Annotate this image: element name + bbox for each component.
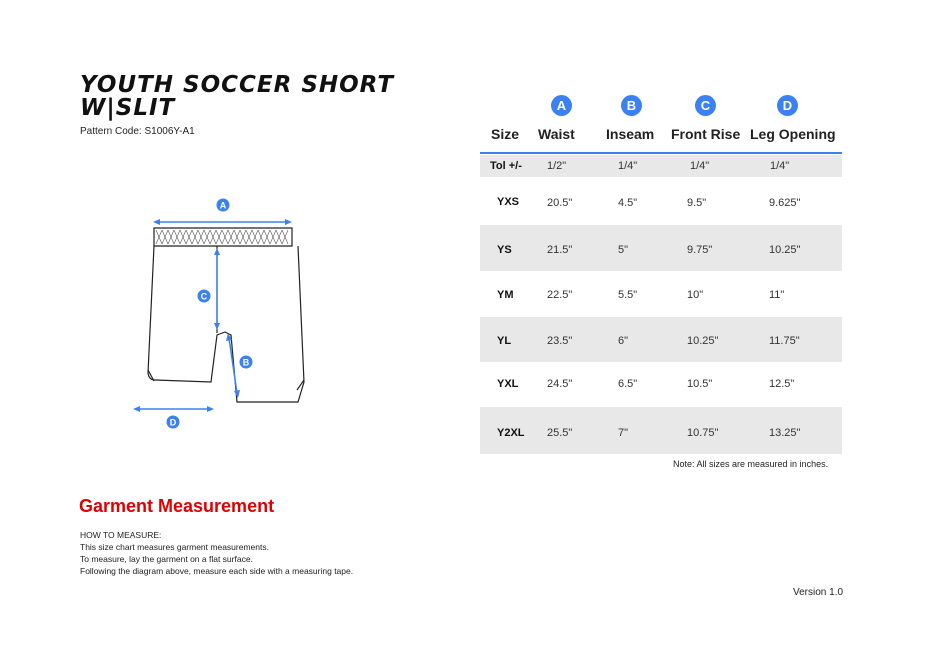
tolerance-front-rise: 1/4" [690,160,710,172]
document-title: YOUTH SOCCER SHORT W|SLIT [80,72,395,121]
front-rise-value: 10.5" [687,378,713,390]
size-label: YS [497,244,512,256]
leg-opening-value: 10.25" [769,244,801,256]
waist-value: 23.5" [547,335,573,347]
label-c: C [200,291,208,302]
waist-value: 22.5" [547,289,573,301]
badge-b: B [621,95,642,116]
size-label: YXL [497,378,519,390]
inseam-value: 5" [618,244,629,256]
measure-leg-opening-arrow [133,406,214,412]
table-header [480,126,842,146]
measure-inseam-arrow [226,333,240,398]
label-b: B [242,357,250,368]
leg-opening-value: 12.5" [769,378,795,390]
table-row [480,407,842,454]
measure-instructions [80,529,353,577]
inseam-value: 5.5" [618,289,638,301]
leg-opening-value: 11" [769,289,785,301]
waist-value: 21.5" [547,244,573,256]
header-front-rise: Front Rise [671,126,741,142]
leg-opening-value: 11.75" [769,335,800,347]
front-rise-value: 10" [687,289,704,301]
measure-front-rise-arrow [214,248,220,330]
badge-d: D [777,95,798,116]
table-row [480,317,842,362]
waist-value: 25.5" [547,427,573,439]
label-a: A [219,200,227,211]
pattern-code: Pattern Code: S1006Y-A1 [80,126,195,137]
tolerance-inseam: 1/4" [618,160,638,172]
header-inseam: Inseam [606,126,655,142]
instruction-line: To measure, lay the garment on a flat surface. [80,554,253,564]
version-label: Version 1.0 [793,587,844,598]
instruction-line: Following the diagram above, measure each side with a measuring tape. [80,566,354,576]
shorts-diagram [120,190,340,440]
front-rise-value: 10.25" [687,335,719,347]
size-label: Y2XL [497,427,525,439]
front-rise-value: 9.5" [687,197,707,209]
shorts-outline [148,228,304,402]
table-row [480,225,842,271]
waist-value: 20.5" [547,197,573,209]
instruction-line: HOW TO MEASURE: [80,530,162,540]
inseam-value: 6" [618,335,629,347]
column-badges [480,95,842,119]
front-rise-value: 9.75" [687,244,713,256]
table-row [480,177,842,225]
table-row [480,271,842,317]
tolerance-waist: 1/2" [547,160,567,172]
header-leg-opening: Leg Opening [750,126,836,142]
size-label: YL [497,335,512,347]
tolerance-leg-opening: 1/4" [770,160,790,172]
leg-opening-value: 9.625" [769,197,801,209]
tolerance-row [480,155,842,177]
size-label: YXS [497,196,520,208]
section-title: Garment Measurement [79,496,275,516]
inseam-value: 7" [618,427,629,439]
measure-waist-arrow [153,219,292,225]
tolerance-label: Tol +/- [490,160,522,172]
waist-value: 24.5" [547,378,573,390]
label-d: D [169,417,177,428]
instruction-line: This size chart measures garment measurements. [80,542,269,552]
badge-c: C [695,95,716,116]
front-rise-value: 10.75" [687,427,719,439]
inseam-value: 6.5" [618,378,638,390]
inseam-value: 4.5" [618,197,638,209]
header-divider [480,152,842,154]
leg-opening-value: 13.25" [769,427,801,439]
table-row [480,362,842,407]
badge-a: A [551,95,572,116]
header-waist: Waist [538,126,575,142]
measurement-note: Note: All sizes are measured in inches. [673,459,829,469]
size-label: YM [497,289,514,301]
header-size: Size [491,126,520,142]
